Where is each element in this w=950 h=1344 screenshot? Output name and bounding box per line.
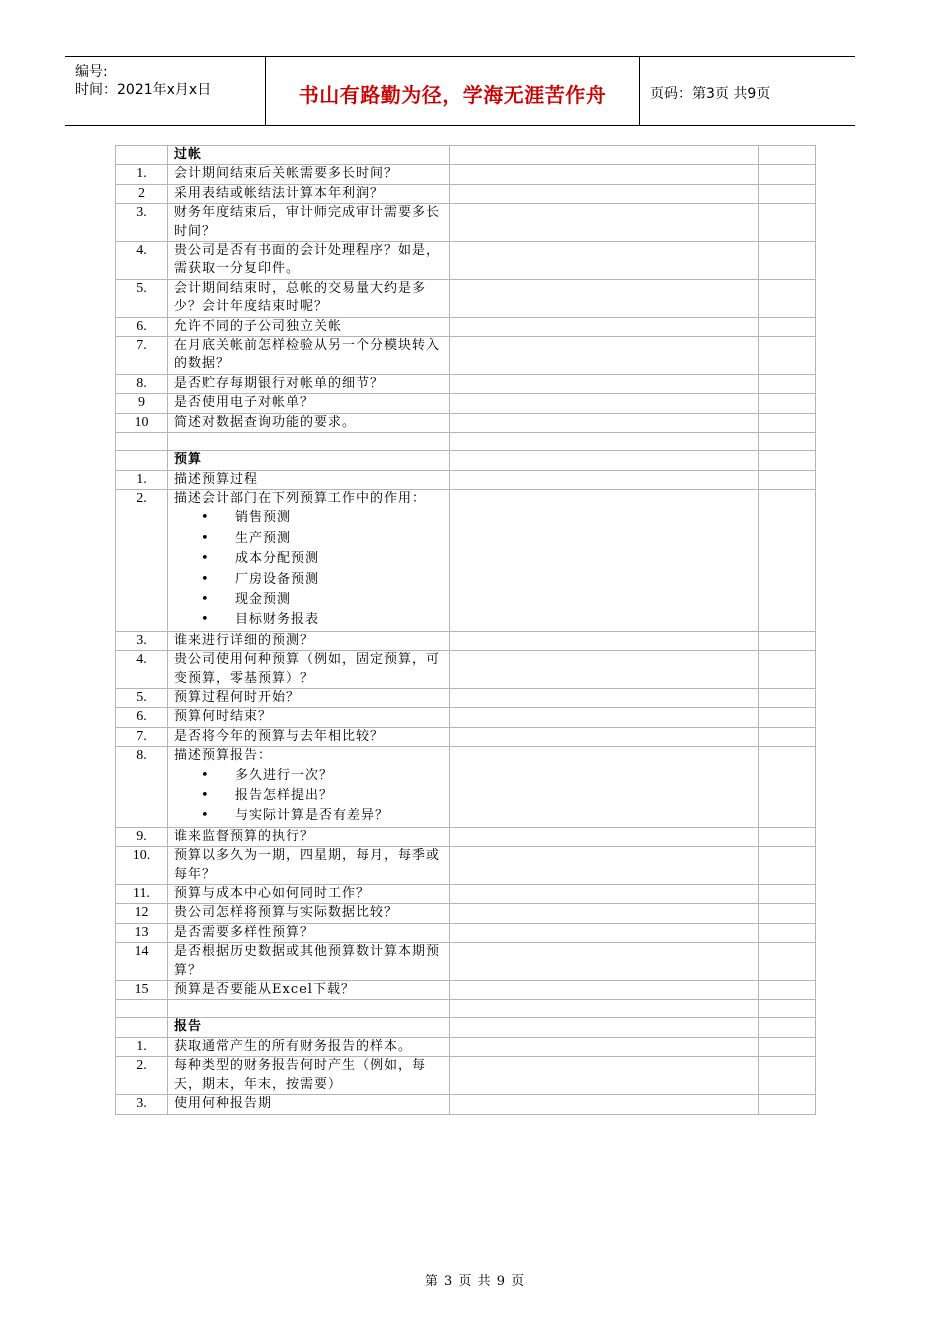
question-text: 财务年度结束后，审计师完成审计需要多长时间？ <box>174 205 441 239</box>
question-number: 5. <box>116 279 168 317</box>
question-row <box>116 413 816 432</box>
question-cell <box>168 413 450 432</box>
answer-cell <box>450 165 759 184</box>
question-row <box>116 489 816 631</box>
empty-cell <box>116 1018 168 1037</box>
remark-cell <box>759 184 816 203</box>
answer-cell <box>450 1095 759 1114</box>
question-cell <box>168 317 450 336</box>
question-cell <box>168 184 450 203</box>
question-cell <box>168 651 450 689</box>
question-row <box>116 981 816 1000</box>
question-number: 9 <box>116 394 168 413</box>
question-text: 是否将今年的预算与去年相比较？ <box>174 728 385 744</box>
answer-cell <box>450 923 759 942</box>
section-header-row <box>116 451 816 470</box>
remark-cell <box>759 165 816 184</box>
question-cell <box>168 847 450 885</box>
question-text: 获取通常产生的所有财务报告的样本。 <box>174 1038 413 1054</box>
question-cell <box>168 394 450 413</box>
question-cell <box>168 1037 450 1056</box>
answer-cell <box>450 631 759 650</box>
question-row <box>116 279 816 317</box>
question-number: 11. <box>116 885 168 904</box>
question-text: 会计期间结束后关帐需要多长时间？ <box>174 166 399 182</box>
question-row <box>116 688 816 707</box>
bullet-list <box>174 508 443 630</box>
question-cell <box>168 242 450 280</box>
question-row <box>116 1095 816 1114</box>
empty-cell <box>759 433 816 451</box>
question-number: 7. <box>116 727 168 746</box>
question-number: 3. <box>116 204 168 242</box>
bullet-item: • 目标财务报表 <box>174 610 443 630</box>
remark-cell <box>759 727 816 746</box>
question-text: 预算过程何时开始？ <box>174 689 301 705</box>
question-number: 5. <box>116 688 168 707</box>
section-title: 过帐 <box>168 146 450 165</box>
answer-cell <box>450 1037 759 1056</box>
question-text: 贵公司使用何种预算（例如，固定预算，可变预算，零基预算）？ <box>174 652 441 686</box>
question-row <box>116 747 816 828</box>
answer-cell <box>450 489 759 631</box>
empty-cell <box>759 1000 816 1018</box>
question-text: 描述预算过程 <box>174 471 259 487</box>
section-header-row <box>116 146 816 165</box>
question-row <box>116 374 816 393</box>
answer-cell <box>450 394 759 413</box>
question-text: 使用何种报告期 <box>174 1096 273 1112</box>
question-number: 3. <box>116 1095 168 1114</box>
question-row <box>116 337 816 375</box>
question-cell <box>168 204 450 242</box>
question-row <box>116 904 816 923</box>
question-number: 2. <box>116 489 168 631</box>
question-cell <box>168 374 450 393</box>
answer-cell <box>450 688 759 707</box>
answer-cell <box>450 827 759 846</box>
question-number: 4. <box>116 651 168 689</box>
question-row <box>116 470 816 489</box>
question-number: 4. <box>116 242 168 280</box>
question-text: 谁来监督预算的执行？ <box>174 828 315 844</box>
page-footer: 第 3 页 共 9 页 <box>424 1274 526 1289</box>
document-time-label: 时间：2021年x月x日 <box>75 82 212 98</box>
question-row <box>116 827 816 846</box>
question-row <box>116 242 816 280</box>
header-motto-cell <box>266 57 640 125</box>
remark-cell <box>759 943 816 981</box>
question-number: 9. <box>116 827 168 846</box>
remark-cell <box>759 337 816 375</box>
header-page-number: 页码：第3页 共9页 <box>650 86 771 102</box>
remark-cell <box>759 708 816 727</box>
blank-row <box>116 433 816 451</box>
header-info-cell <box>65 57 266 125</box>
answer-cell <box>450 413 759 432</box>
remark-cell <box>759 204 816 242</box>
answer-cell <box>450 374 759 393</box>
question-number: 8. <box>116 374 168 393</box>
bullet-item: • 多久进行一次？ <box>174 766 443 786</box>
empty-cell <box>116 433 168 451</box>
question-row <box>116 923 816 942</box>
blank-row <box>116 1000 816 1018</box>
remark-cell <box>759 688 816 707</box>
question-number: 10 <box>116 413 168 432</box>
question-text: 预算何时结束？ <box>174 709 273 725</box>
section-title: 报告 <box>168 1018 450 1037</box>
answer-cell <box>450 184 759 203</box>
empty-cell <box>168 433 450 451</box>
question-text: 在月底关帐前怎样检验从另一个分模块转入的数据？ <box>174 338 441 372</box>
header-motto: 书山有路勤为径，学海无涯苦作舟 <box>298 83 607 107</box>
answer-cell <box>450 708 759 727</box>
remark-cell <box>759 489 816 631</box>
question-number: 2. <box>116 1057 168 1095</box>
question-text: 谁来进行详细的预测？ <box>174 632 315 648</box>
question-row <box>116 394 816 413</box>
remark-cell <box>759 827 816 846</box>
question-row <box>116 631 816 650</box>
question-row <box>116 165 816 184</box>
question-number: 6. <box>116 317 168 336</box>
question-cell <box>168 279 450 317</box>
remark-cell <box>759 317 816 336</box>
remark-cell <box>759 279 816 317</box>
remark-cell <box>759 1095 816 1114</box>
question-cell <box>168 727 450 746</box>
question-text: 是否贮存每期银行对帐单的细节？ <box>174 375 385 391</box>
question-cell <box>168 885 450 904</box>
question-row <box>116 651 816 689</box>
question-cell <box>168 904 450 923</box>
question-text: 是否根据历史数据或其他预算数计算本期预算？ <box>174 944 441 978</box>
remark-cell <box>759 981 816 1000</box>
empty-cell <box>450 1000 759 1018</box>
answer-cell <box>450 337 759 375</box>
remark-cell <box>759 923 816 942</box>
question-cell <box>168 688 450 707</box>
answer-cell <box>450 727 759 746</box>
question-row <box>116 943 816 981</box>
bullet-item: • 报告怎样提出？ <box>174 786 443 806</box>
section-title: 预算 <box>168 451 450 470</box>
bullet-item: • 现金预测 <box>174 590 443 610</box>
question-number: 6. <box>116 708 168 727</box>
question-cell <box>168 1095 450 1114</box>
answer-cell <box>450 747 759 828</box>
answer-cell <box>450 242 759 280</box>
answer-cell <box>450 885 759 904</box>
remark-cell <box>759 242 816 280</box>
question-text: 贵公司怎样将预算与实际数据比较？ <box>174 905 399 921</box>
bullet-item: • 销售预测 <box>174 508 443 528</box>
question-text: 允许不同的子公司独立关帐 <box>174 318 343 334</box>
bullet-item: • 成本分配预测 <box>174 549 443 569</box>
answer-cell <box>450 1018 759 1037</box>
question-text: 每种类型的财务报告何时产生（例如，每天，期末，年末，按需要） <box>174 1058 427 1092</box>
question-row <box>116 204 816 242</box>
remark-cell <box>759 631 816 650</box>
question-number: 1. <box>116 470 168 489</box>
question-number: 10. <box>116 847 168 885</box>
question-cell <box>168 631 450 650</box>
bullet-list <box>174 766 443 827</box>
question-number: 2 <box>116 184 168 203</box>
question-text: 贵公司是否有书面的会计处理程序？如是，需获取一分复印件。 <box>174 243 441 277</box>
bullet-item: • 生产预测 <box>174 529 443 549</box>
answer-cell <box>450 470 759 489</box>
answer-cell <box>450 651 759 689</box>
question-cell <box>168 943 450 981</box>
question-number: 3. <box>116 631 168 650</box>
question-number: 15 <box>116 981 168 1000</box>
question-text: 预算以多久为一期，四星期，每月，每季或每年？ <box>174 848 441 882</box>
answer-cell <box>450 943 759 981</box>
remark-cell <box>759 885 816 904</box>
question-cell <box>168 923 450 942</box>
question-row <box>116 184 816 203</box>
answer-cell <box>450 981 759 1000</box>
section-header-row <box>116 1018 816 1037</box>
question-cell <box>168 337 450 375</box>
question-text: 描述会计部门在下列预算工作中的作用： <box>174 490 427 506</box>
question-text: 预算与成本中心如何同时工作？ <box>174 886 371 902</box>
question-text: 会计期间结束时，总帐的交易量大约是多少？会计年度结束时呢？ <box>174 280 427 315</box>
question-row <box>116 847 816 885</box>
remark-cell <box>759 1018 816 1037</box>
remark-cell <box>759 394 816 413</box>
remark-cell <box>759 146 816 165</box>
question-cell <box>168 708 450 727</box>
remark-cell <box>759 847 816 885</box>
question-row <box>116 727 816 746</box>
remark-cell <box>759 651 816 689</box>
question-cell <box>168 165 450 184</box>
question-number: 8. <box>116 747 168 828</box>
answer-cell <box>450 317 759 336</box>
question-cell <box>168 981 450 1000</box>
empty-cell <box>450 433 759 451</box>
answer-cell <box>450 847 759 885</box>
questionnaire-table <box>115 145 816 1115</box>
question-row <box>116 1057 816 1095</box>
question-text: 预算是否要能从Excel下载？ <box>174 982 355 998</box>
remark-cell <box>759 1057 816 1095</box>
question-number: 14 <box>116 943 168 981</box>
empty-cell <box>116 146 168 165</box>
question-number: 7. <box>116 337 168 375</box>
question-text: 描述预算报告： <box>174 748 273 764</box>
question-cell <box>168 747 450 828</box>
question-row <box>116 1037 816 1056</box>
question-number: 12 <box>116 904 168 923</box>
question-cell <box>168 489 450 631</box>
question-text: 是否需要多样性预算？ <box>174 924 315 940</box>
empty-cell <box>116 1000 168 1018</box>
question-cell <box>168 1057 450 1095</box>
question-text: 简述对数据查询功能的要求。 <box>174 414 357 430</box>
answer-cell <box>450 1057 759 1095</box>
answer-cell <box>450 451 759 470</box>
answer-cell <box>450 279 759 317</box>
answer-cell <box>450 146 759 165</box>
remark-cell <box>759 747 816 828</box>
question-row <box>116 317 816 336</box>
header-page-cell <box>640 57 855 125</box>
empty-cell <box>168 1000 450 1018</box>
question-text: 是否使用电子对帐单？ <box>174 395 315 411</box>
bullet-item: • 厂房设备预测 <box>174 570 443 590</box>
empty-cell <box>116 451 168 470</box>
remark-cell <box>759 413 816 432</box>
answer-cell <box>450 204 759 242</box>
question-cell <box>168 827 450 846</box>
remark-cell <box>759 1037 816 1056</box>
question-cell <box>168 470 450 489</box>
remark-cell <box>759 470 816 489</box>
document-number-label: 编号: <box>75 64 108 80</box>
page-header <box>65 56 855 126</box>
answer-cell <box>450 904 759 923</box>
remark-cell <box>759 451 816 470</box>
question-number: 13 <box>116 923 168 942</box>
bullet-item: • 与实际计算是否有差异？ <box>174 806 443 826</box>
remark-cell <box>759 904 816 923</box>
question-row <box>116 708 816 727</box>
question-row <box>116 885 816 904</box>
question-number: 1. <box>116 165 168 184</box>
question-text: 采用表结或帐结法计算本年利润？ <box>174 185 385 201</box>
remark-cell <box>759 374 816 393</box>
question-number: 1. <box>116 1037 168 1056</box>
